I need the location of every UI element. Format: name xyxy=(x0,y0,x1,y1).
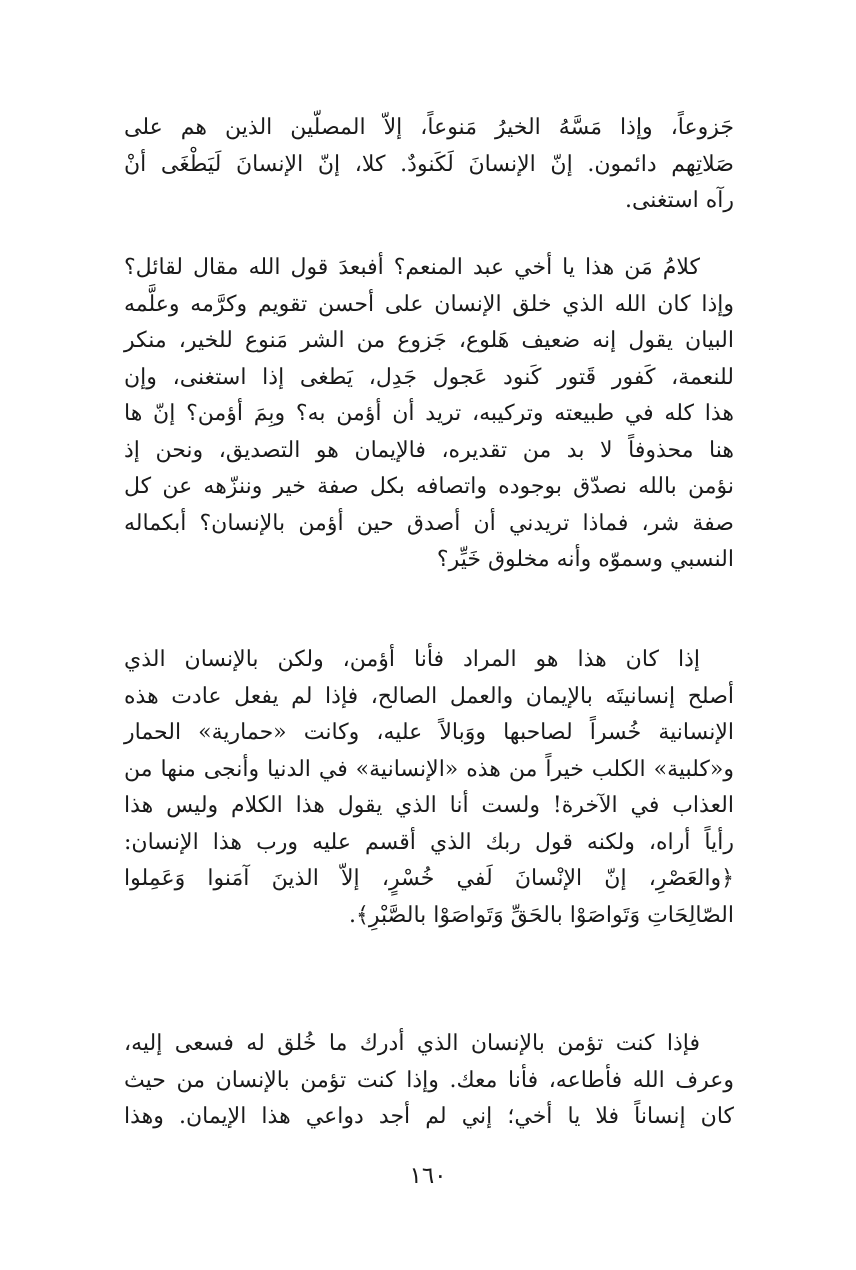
text-line: كان إنساناً فلا يا أخي؛ إني لم أجد دواعي هذا الإيمان. وهذا xyxy=(124,1104,734,1129)
text-line: كلامُ مَن هذا يا أخي عبد المنعم؟ أفبعدَ قول الله مقال لقائل؟ xyxy=(124,255,700,280)
text-line: النسبي وسموّه وأنه مخلوق خَيِّر؟ xyxy=(436,547,734,572)
text-line: صَلاتِهم دائمون. إنّ الإنسانَ لَكَنودٌ. كلا، إنّ الإنسانَ لَيَطْغَى أنْ xyxy=(124,151,734,177)
paragraph-2 xyxy=(124,250,734,579)
text-line: للنعمة، كَفور قَتور كَنود عَجول جَدِل، يَطغى إذا استغنى، وإن xyxy=(124,364,734,390)
text-line: العذاب في الآخرة! ولست أنا الذي يقول هذا الكلام وليس هذا xyxy=(124,793,734,818)
text-line: أصلح إنسانيتَه بالإيمان والعمل الصالح، فإذا لم يفعل عادت هذه xyxy=(124,683,734,709)
text-line: جَزوعاً، وإذا مَسَّهُ الخيرُ مَنوعاً، إلاّ المصلّين الذين هم على xyxy=(124,115,734,140)
text-line: رأياً أراه، ولكنه قول ربك الذي أقسم عليه ورب هذا الإنسان: xyxy=(124,829,734,855)
text-line: الإنسانية خُسراً لصاحبها ووَبالاً عليه، وكانت «حمارية» الحمار xyxy=(124,720,734,745)
text-line: البيان يقول إنه ضعيف هَلوع، جَزوع من الشر مَنوع للخير، منكر xyxy=(124,328,734,353)
paragraph-3 xyxy=(124,642,734,934)
text-line: صفة شر، فماذا تريدني أن أصدق حين أؤمن بالإنسان؟ أبكماله xyxy=(124,510,734,536)
paragraph-4 xyxy=(124,1026,734,1136)
text-line: وعرف الله فأطاعه، فأنا معك. وإذا كنت تؤمن بالإنسان من حيث xyxy=(124,1067,734,1093)
quran-verse-line: الصّالِحَاتِ وَتَواصَوْا بالحَقِّ وَتَواصَوْا بالصَّبْرِ﴾. xyxy=(349,902,734,928)
text-line: هذا كله في طبيعته وتركيبه، تريد أن أؤمن به؟ وبِمَ أؤمن؟ إنّ ها xyxy=(124,401,734,426)
quran-verse-line: ﴿والعَصْرِ، إنّ الإنْسانَ لَفي خُسْرٍ، إلاّ الذينَ آمَنوا وَعَمِلوا xyxy=(124,866,734,891)
page-number: ١٦٠ xyxy=(409,1163,447,1189)
paragraph-1 xyxy=(124,110,734,220)
text-line: رآه استغنى. xyxy=(624,188,734,213)
text-line: إذا كان هذا هو المراد فأنا أؤمن، ولكن بالإنسان الذي xyxy=(124,647,700,672)
text-line: نؤمن بالله نصدّق بوجوده واتصافه بكل صفة خير وننزّهه عن كل xyxy=(124,474,734,499)
text-line: وإذا كان الله الذي خلق الإنسان على أحسن تقويم وكرَّمه وعلَّمه xyxy=(124,291,734,317)
text-line: فإذا كنت تؤمن بالإنسان الذي أدرك ما خُلق له فسعى إليه، xyxy=(124,1031,700,1056)
text-line: و«كلبية» الكلب خيراً من هذه «الإنسانية» في الدنيا وأنجى منها من xyxy=(124,756,734,782)
text-line: هنا محذوفاً لا بد من تقديره، فالإيمان هو التصديق، ونحن إذ xyxy=(124,437,734,463)
